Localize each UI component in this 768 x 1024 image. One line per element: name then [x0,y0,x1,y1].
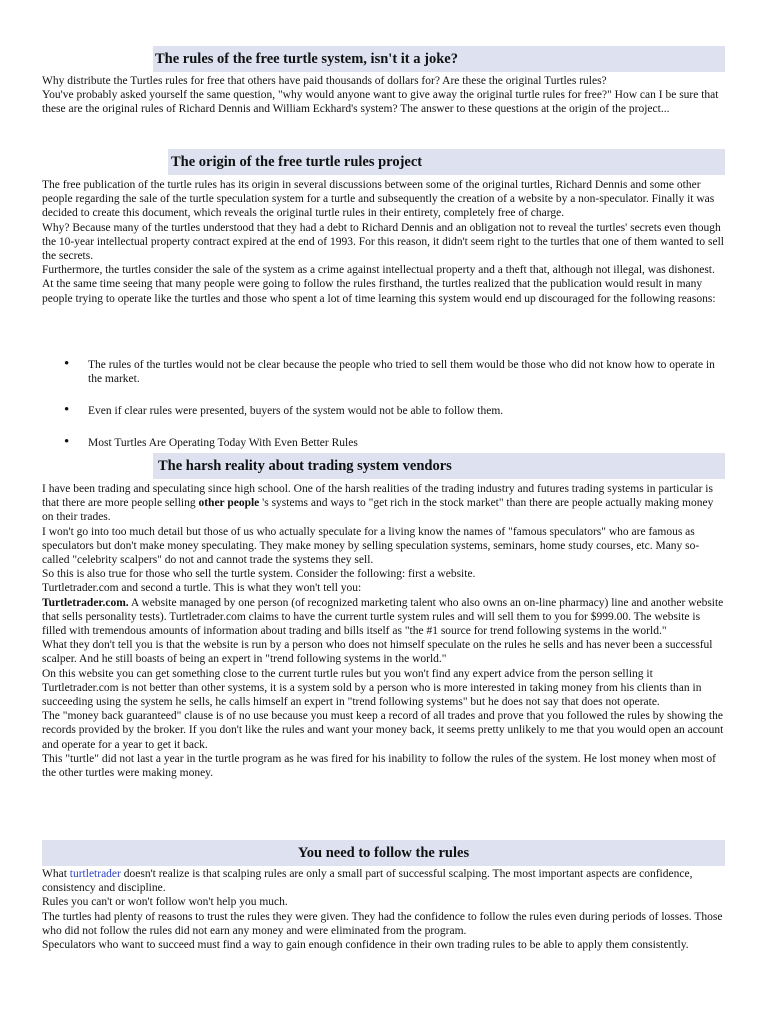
paragraph: The turtles had plenty of reasons to trust the rules they were given. They had the confidence to follow the rules even during periods of losses. Those who did not follow the rules did not earn any money and were eliminated from the program. [42,910,723,937]
list-item-text: Most Turtles Are Operating Today With Even Better Rules [88,437,358,449]
paragraph [42,482,726,525]
paragraph: I won't go into too much detail but those of us who actually speculate for a living know the names of "famous speculators" who are famous as speculators but don't make money speculating. They make money by selling speculation systems, seminars, home study courses, etc. Many so-called "celebrity scalpers" do not and cannot trade the systems they sell. [42,525,700,567]
list-item [62,358,726,404]
heading-text: The origin of the free turtle rules project [171,154,423,170]
heading-text: The rules of the free turtle system, isn't it a joke? [155,51,458,67]
paragraph: The "money back guaranteed" clause is of no use because you must keep a record of all trades and prove that you followed the rules by showing the records provided by the broker. If you don't like the rules and want your money back, it seems pretty unlikely to me that you would open an account and operate for a year to get it back. [42,710,724,751]
list-item-text: The rules of the turtles would not be clear because the people who tried to sell them would be those who did not know how to operate in the market. [88,359,715,386]
section-body-harsh-reality [42,482,726,780]
text-run: doesn't realize is that scalping rules are only a small part of successful scalping. The most important aspects are confidence, consistency and discipline. [42,868,693,895]
paragraph: You've probably asked yourself the same question, "why would anyone want to give away the original turtle rules for free?" How can I be sure that these are the original rules of Richard Dennis and William Eckhard's system? The answer to these questions at the origin of the project... [42,89,719,116]
paragraph: So this is also true for those who sell the turtle system. Consider the following: first a website. [42,568,476,581]
turtletrader-link[interactable]: turtletrader [69,868,121,880]
paragraph: This "turtle" did not last a year in the turtle program as he was fired for his inability to follow the rules of the system. He lost money when most of the other turtles were making money. [42,752,717,780]
list-item [62,436,726,450]
paragraph: On this website you can get something close to the current turtle rules but you won't find any expert advice from the person selling it Turtletrader.com is not better than other systems, it is a system sold by a person who is more interested in taking money from his clients than in succeeding using the system he sells, he calls himself an expert in "trend following systems" but he does not say that does not operate. [42,667,702,709]
list-item-text: Even if clear rules were presented, buyers of the system would not be able to follow them. [88,405,504,417]
bold-text: other people [198,497,260,510]
section-heading-free-turtle-system [153,46,725,72]
reasons-list [62,358,726,450]
paragraph: Rules you can't or won't follow won't help you much. [42,896,288,909]
bullet-icon: • [64,356,70,372]
section-body-follow-rules [42,867,726,952]
heading-text: The harsh reality about trading system vendors [158,458,452,474]
paragraph: Turtletrader.com and second a turtle. This is what they won't tell you: [42,582,362,595]
text-run: A website managed by one person (of recognized marketing talent who also owns an on-line pharmacy) line and another website that sells personality tests). Turtletrader.com claims to have the current turtle system rules and will sell them to you for $999.00. The website is filled with tremendous amounts of information about trading and bills itself as "the #1 source for trend following systems in the world." [42,596,724,638]
paragraph: What they don't tell you is that the website is run by a person who does not himself speculate on the rules he sells and has never been a successful scalper. And he still boasts of being an expert in "trend following systems in the world." [42,639,713,666]
text-run: What [42,868,70,880]
list-item [62,404,726,436]
paragraph: Furthermore, the turtles consider the sale of the system as a crime against intellectual property and a theft that, although not illegal, was dishonest. [42,264,715,277]
paragraph: The free publication of the turtle rules has its origin in several discussions between some of the original turtles, Richard Dennis and some other people regarding the sale of the turtle speculation system for a turtle and subsequently the creation of a website by a non-speculator. Finally it was decided to create this document, which reveals the original turtle rules in their entirety, completely free of charge. [42,179,715,220]
section-heading-origin [168,149,725,175]
paragraph: Why? Because many of the turtles understood that they had a debt to Richard Dennis and an obligation not to reveal the turtles' secrets even though the 10-year intellectual property contract expired at the end of 1993. For this reason, it didn't seem right to the turtles that one of them wanted to sell the secrets. [42,221,724,263]
paragraph: At the same time seeing that many people were going to follow the rules firsthand, the turtles realized that the publication would result in many people trying to operate like the turtles and those who spent a lot of time learning this system would end up discouraged for the following reasons: [42,278,716,305]
paragraph: Speculators who want to succeed must find a way to gain enough confidence in their own trading rules to be able to apply them consistently. [42,939,689,952]
text-run: I have been trading and speculating since high school. One of the harsh realities of the trading industry and futures trading systems in particular is that there are more people selling [42,483,713,510]
bullet-icon: • [64,402,70,418]
section-body-free-turtle-system [42,74,726,117]
bold-text: Turtletrader.com. [42,596,129,609]
paragraph: Why distribute the Turtles rules for free that others have paid thousands of dollars for? Are these the original Turtles rules? [42,75,607,87]
text-run: 's systems and ways to "get rich in the stock market" than there are people actually making money on their trades. [42,497,714,524]
paragraph [42,596,726,639]
heading-text: You need to follow the rules [297,845,470,861]
section-heading-harsh-reality [153,453,725,479]
bullet-icon: • [64,434,70,450]
paragraph [42,867,726,895]
section-heading-follow-rules [42,840,725,866]
section-body-origin [42,178,726,306]
